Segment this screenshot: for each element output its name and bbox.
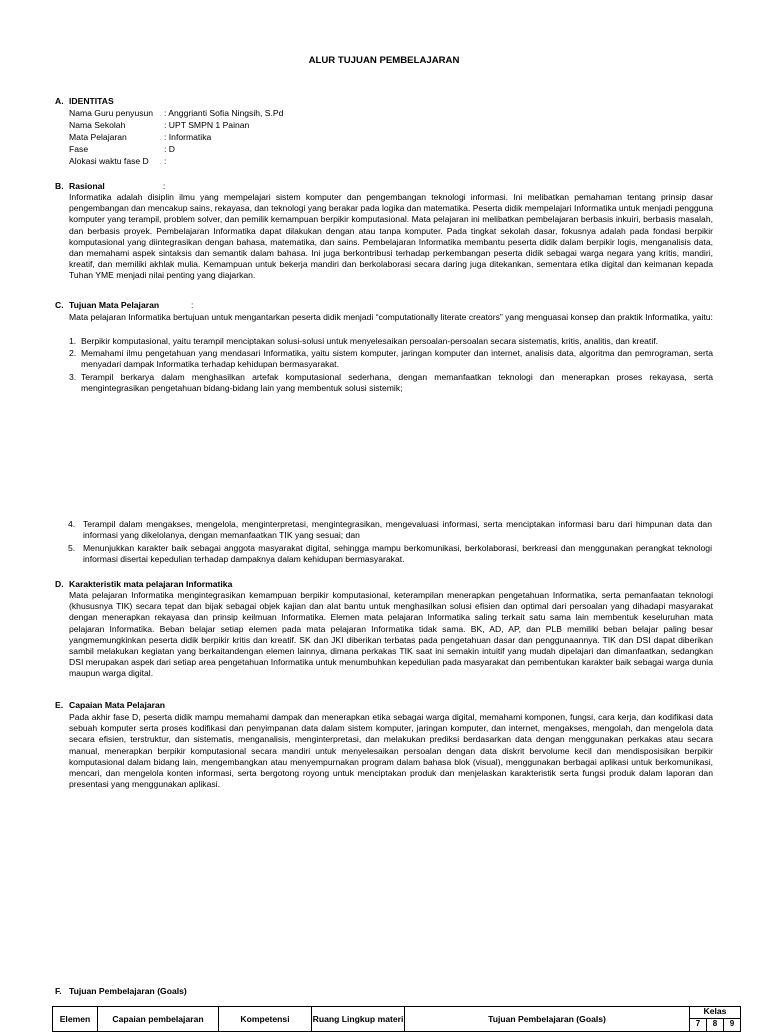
list-text: Terampil berkarya dalam menghasilkan artefak komputasional sederhana, dengan memanfaatkan teknologi dan menerapkan proses rekayasa, serta mengintegrasikan pengetahuan bidang-bidang lain yang membentuk solusi sistemik;	[81, 372, 713, 394]
identitas-value: : Informatika	[164, 132, 212, 142]
section-title: Tujuan Pembelajaran (Goals)	[69, 986, 187, 996]
section-letter: C.	[55, 300, 64, 310]
page-title: ALUR TUJUAN PEMBELAJARAN	[308, 55, 460, 66]
identitas-label: Fase	[69, 144, 89, 154]
identitas-label: Nama Guru penyusun	[69, 108, 154, 118]
list-number: 3.	[69, 372, 77, 382]
list-number: 1.	[69, 336, 77, 346]
header-capaian: Capaian pembelajaran	[98, 1007, 219, 1032]
tujuan-intro: Mata pelajaran Informatika bertujuan untuk mengantarkan peserta didik menjadi “computationally literate creators” yang menguasai konsep dan praktik Informatika, yaitu:	[69, 312, 713, 322]
section-colon: :	[191, 300, 194, 310]
list-number: 5.	[68, 543, 76, 553]
identitas-value: : UPT SMPN 1 Painan	[164, 120, 250, 130]
section-identitas-heading	[55, 96, 114, 107]
karakteristik-paragraph: Mata pelajaran Informatika mengintegrasikan kemampuan berpikir komputasional, keterampilan menerapkan pengetahuan Informatika, serta pemanfaatan teknologi (khususnya TIK) secara tepat dan bijak sebagai objek kajian dan alat bantu untuk menghasilkan solusi efisien dan optimal dari persoalan yang dihadapi masyarakat dengan menerapkan rekayasa dan prinsip keilmuan Informatika. Elemen mata pelajaran Informatika saling terkait satu sama lain membentuk keseluruhan mata pelajaran Informatika. Beban belajar setiap elemen pada mata pelajaran Informatika tidak sama. BK, AD, AP, dan PLB memiliki beban belajar paling besar yangmemungkinkan peserta didik berpikir kritis dan kreatif. SK dan JKI diberikan terbatas pada pengetahuan dasar dan penggunaannya. TIK dan DSI dapat diberikan sambil melakukan kegiatan yang berkaitandengan elemen lainnya, dimana perkakas TIK saat ini semakin intuitif yang mudah dipelajari dan dimanfaatkan, sedangkan DSI merupakan aspek dari setiap area pengetahuan Informatika untuk menumbuhkan kepedulian pada masyarakat dan pembentukan karakter baik sebagai warga dunia maupun warga digital.	[69, 590, 713, 679]
list-number: 2.	[69, 348, 77, 358]
kelas-7: 7	[690, 1019, 707, 1031]
section-letter: B.	[55, 181, 64, 191]
section-letter: A.	[55, 96, 64, 106]
section-letter: F.	[55, 986, 62, 996]
capaian-paragraph: Pada akhir fase D, peserta didik mampu memahami dampak dan menerapkan etika sebagai warga digital, memahami komponen, fungsi, cara kerja, dan kodifikasi data sebuah komputer serta proses kodifikasi dan penyimpanan data dalam sistem komputer, jaringan komputer, dan internet, mengakses, mengolah, dan mengelola data secara efisien, terstruktur, dan sistematis, menganalisis, menginterpretasi, dan melakukan prediksi berdasarkan data dengan menggunakan perkakas atau secara manual, menerapkan berpikir komputasional secara mandiri untuk menyelesaikan persoalan dengan data diskrit bervolume kecil dan mendisposisikan berpikir komputasional dalam bidang lain, mengembangkan atau menyempurnakan program dalam bahasa blok (visual), menggunakan berbagai aplikasi untuk berkomunikasi, mencari, dan mengelola konten informasi, serta bergotong royong untuk menciptakan produk dan menjelaskan karakteristik serta fungsi produk dalam laporan dan presentasi yang menggunakan aplikasi.	[69, 712, 713, 790]
list-text: Memahami ilmu pengetahuan yang mendasari Informatika, yaitu sistem komputer, jaringan komputer dan internet, analisis data, algoritma dan pemrograman, serta menyadari dampak Informatika terhadap kehidupan bermasyarakat.	[81, 348, 713, 370]
section-tujuan-heading	[55, 300, 159, 311]
goals-table	[52, 1006, 741, 1032]
section-capaian-heading	[55, 700, 165, 711]
rasional-paragraph: Informatika adalah disiplin ilmu yang mempelajari sistem komputer dan pengembangan teknologi informasi. Ini melibatkan pemahaman tentang prinsip dasar pengembangan dan mencakup sains, rekayasa, dan teknologi yang berakar pada logika dan matematika. Peserta didik mempelajari Informatika untuk menjadi pengguna komputer yang terampil, problem solver, dan pemilik kemampuan berpikir komputasional. Mata pelajaran ini melibatkan pembelajaran berbasis inkuiri, berbasis masalah, dan berbasis proyek. Pembelajaran Informatika dapat dilakukan dengan atau tanpa komputer. Pada tingkat sekolah dasar, fokusnya adalah pada fondasi berpikir komputasional yang diintegrasikan dengan bahasa, matematika, dan sains. Pembelajaran Informatika membantu peserta didik dalam berpikir logis, menganalisis data, dan memahami aspek sintaksis dan semantik dalam bahasa. Ini juga berkontribusi terhadap perkembangan peserta didik sebagai warga negara yang kritis, mandiri, kreatif, dan memiliki akhlak mulia. Kemampuan untuk bekerja mandiri dan berkolaborasi secara daring juga ditekankan, sementara etika digital dan keimanan kepada Tuhan YME menjadi nilai penting yang diajarkan.	[69, 192, 713, 281]
section-rasional-heading	[55, 181, 105, 192]
section-letter: D.	[55, 579, 64, 589]
section-goals-heading	[55, 986, 187, 997]
section-karakteristik-heading	[55, 579, 232, 590]
identitas-value: : Anggrianti Sofia Ningsih, S.Pd	[164, 108, 284, 118]
section-title: Capaian Mata Pelajaran	[69, 700, 166, 710]
identitas-label: Alokasi waktu fase D	[69, 156, 149, 166]
identitas-value: : D	[164, 144, 175, 154]
header-ruang-lingkup: Ruang Lingkup materi	[312, 1007, 405, 1032]
section-title: Karakteristik mata pelajaran Informatika	[69, 579, 233, 589]
section-letter: E.	[55, 700, 64, 710]
list-text: Berpikir komputasional, yaitu terampil menciptakan solusi-solusi untuk menyelesaikan persoalan-persoalan secara sistematis, kritis, analitis, dan kreatif.	[81, 336, 659, 346]
section-title: IDENTITAS	[69, 96, 114, 106]
kelas-label: Kelas	[690, 1007, 740, 1019]
section-colon: :	[163, 181, 166, 191]
header-kompetensi: Kompetensi	[219, 1007, 312, 1032]
header-tujuan: Tujuan Pembelajaran (Goals)	[405, 1007, 690, 1032]
kelas-9: 9	[729, 1019, 735, 1028]
list-text: Menunjukkan karakter baik sebagai anggota masyarakat digital, sehingga mampu berkomunikasi, berkolaborasi, berkreasi dan menggunakan perangkat teknologi informasi disertai kepedulian terhadap dampaknya dalam kehidupan bermasyarakat.	[83, 543, 712, 565]
kelas-8: 8	[707, 1019, 724, 1031]
identitas-label: Nama Sekolah	[69, 120, 126, 130]
section-title: Rasional	[69, 181, 105, 191]
header-elemen: Elemen	[53, 1007, 98, 1032]
header-kelas	[690, 1007, 741, 1032]
list-number: 4.	[68, 519, 76, 529]
table-header-row	[53, 1007, 741, 1032]
identitas-label: Mata Pelajaran	[69, 132, 127, 142]
list-text: Terampil dalam mengakses, mengelola, menginterpretasi, mengintegrasikan, mengevaluasi informasi, serta menciptakan informasi baru dari himpunan data dan informasi yang dikelolanya, dengan memanfaatkan TIK yang sesuai; dan	[83, 519, 712, 541]
section-title: Tujuan Mata Pelajaran	[69, 300, 160, 310]
identitas-value: :	[164, 156, 167, 166]
